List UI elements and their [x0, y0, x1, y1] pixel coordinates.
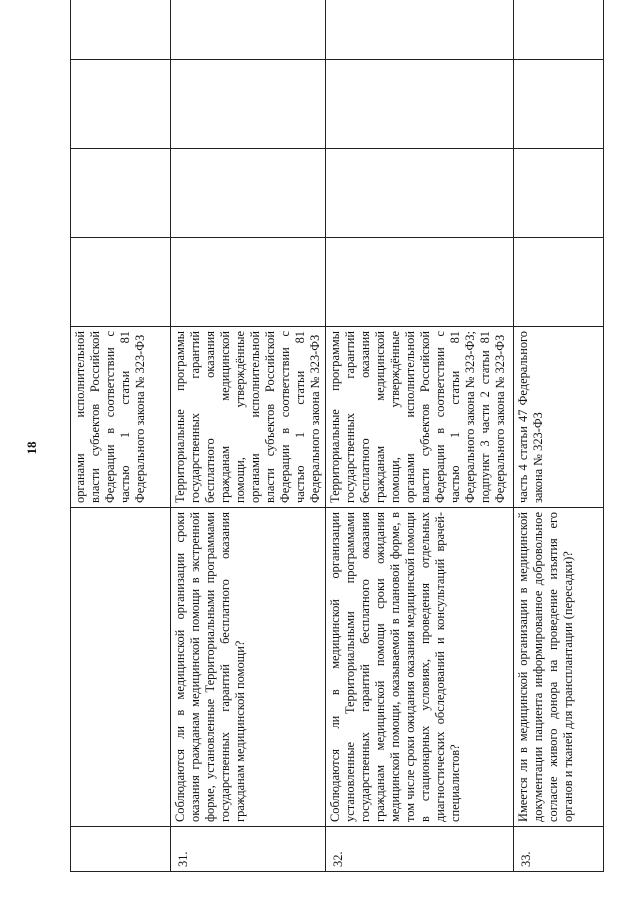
cell-answer-yes	[171, 238, 326, 327]
cell-answer-na	[171, 60, 326, 149]
cell-question-empty	[71, 508, 171, 827]
cell-answer-no	[326, 149, 514, 238]
law-text: органами исполнительной власти субъектов Российской Федерации в соответствии с частью 1 статьи 81 Федерального закона № 323-ФЗ	[73, 331, 147, 503]
question-text: Соблюдаются ли в медицинской организации сроки оказания гражданам медицинской помощи в экстренной форме, установленные Территориальными программами государственных гарантий бесплатного оказания гражданам медицинской помощи?	[173, 512, 247, 822]
checklist-table	[70, 0, 604, 872]
cell-num	[171, 827, 326, 872]
cell-answer-yes	[71, 238, 171, 327]
cell-answer-no	[514, 149, 604, 238]
question-text: Имеется ли в медицинской организации в медицинской документации пациента информированное добровольное согласие живого донора на проведение изъятия его органов и тканей для трансплантации (пересадки)?	[516, 512, 575, 822]
cell-notes	[71, 0, 171, 60]
row-number: 32.	[331, 851, 345, 867]
law-text: часть 4 статьи 47 Федерального закона № 323-ФЗ	[516, 331, 545, 503]
page-number: 18	[24, 441, 39, 455]
table-row	[326, 0, 514, 872]
cell-answer-yes	[514, 238, 604, 327]
law-text: Территориальные программы государственных гарантий бесплатного оказания гражданам медицинской помощи, утверждённые органами исполнительной власти субъектов Российской Федерации в соответствии с частью 1 статьи 81 Федерального закона № 323-ФЗ; подпункт 3 части 2 статьи 81 Федерального закона № 323-ФЗ	[328, 331, 507, 503]
row-number: 33.	[519, 851, 533, 867]
cell-question	[171, 508, 326, 827]
question-text: Соблюдаются ли в медицинской организации установленные Территориальными программами государственных гарантий бесплатного оказания гражданам медицинской помощи сроки ожидания медицинской помощи, оказываемой в плановой форме, в том числе сроки ожидания оказания медицинской помощи в стационарных условиях, проведения отдельных диагностических обследований и консультаций врачей-специалистов?	[328, 512, 462, 822]
law-text: Территориальные программы государственных гарантий бесплатного оказания гражданам медицинской помощи, утверждённые органами исполнительной власти субъектов Российской Федерации в соответствии с частью 1 статьи 81 Федерального закона № 323-ФЗ	[173, 331, 322, 503]
cell-answer-no	[71, 149, 171, 238]
cell-num-empty	[71, 827, 171, 872]
table-row	[171, 0, 326, 872]
cell-law	[514, 327, 604, 508]
table-row	[71, 0, 171, 872]
rotated-table-container	[70, 32, 590, 872]
cell-notes	[171, 0, 326, 60]
cell-answer-yes	[326, 238, 514, 327]
cell-num	[514, 827, 604, 872]
row-number: 31.	[176, 851, 190, 867]
table-row	[514, 0, 604, 872]
cell-question	[514, 508, 604, 827]
cell-answer-na	[326, 60, 514, 149]
cell-law	[71, 327, 171, 508]
cell-notes	[514, 0, 604, 60]
cell-law	[326, 327, 514, 508]
cell-question	[326, 508, 514, 827]
cell-notes	[326, 0, 514, 60]
cell-num	[326, 827, 514, 872]
cell-answer-na	[71, 60, 171, 149]
cell-answer-no	[171, 149, 326, 238]
cell-law	[171, 327, 326, 508]
cell-answer-na	[514, 60, 604, 149]
